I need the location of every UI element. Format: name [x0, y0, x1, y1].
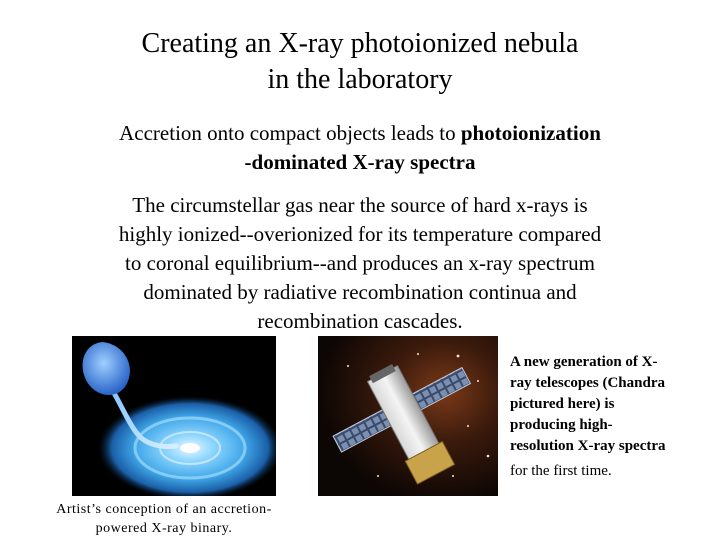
chandra-caption-tail: for the first time.	[510, 463, 612, 479]
intro-paragraph	[60, 119, 660, 177]
body-line: to coronal equilibrium--and produces an x-ray spectrum	[124, 251, 595, 275]
intro-text: Accretion onto compact objects leads to	[119, 121, 461, 145]
accretion-caption	[44, 500, 284, 538]
caption-line-2: powered X-ray binary.	[95, 521, 233, 536]
body-line: dominated by radiative recombination continua and	[143, 280, 577, 304]
chandra-caption-line: producing high-	[510, 417, 613, 433]
body-paragraph	[60, 191, 660, 336]
chandra-caption-line: resolution X-ray spectra	[510, 438, 666, 454]
title-line-2: in the laboratory	[267, 64, 453, 95]
body-line: highly ionized--overionized for its temperature compared	[118, 222, 602, 246]
chandra-caption-line: A new generation of X-	[510, 354, 658, 370]
slide-title	[60, 26, 660, 98]
chandra-telescope-image	[318, 336, 498, 496]
chandra-caption	[510, 352, 688, 482]
body-line: The circumstellar gas near the source of hard x-rays is	[132, 193, 588, 217]
chandra-caption-line: ray telescopes (Chandra	[510, 375, 665, 391]
intro-bold-1: photoionization	[460, 121, 601, 145]
caption-line-1: Artist’s conception of an accretion-	[56, 502, 272, 517]
accretion-binary-image	[72, 336, 276, 496]
title-line-1: Creating an X-ray photoionized nebula	[141, 28, 579, 59]
chandra-caption-line: pictured here) is	[510, 396, 615, 412]
body-line: recombination cascades.	[257, 309, 463, 333]
intro-bold-2: -dominated X-ray spectra	[244, 150, 476, 174]
